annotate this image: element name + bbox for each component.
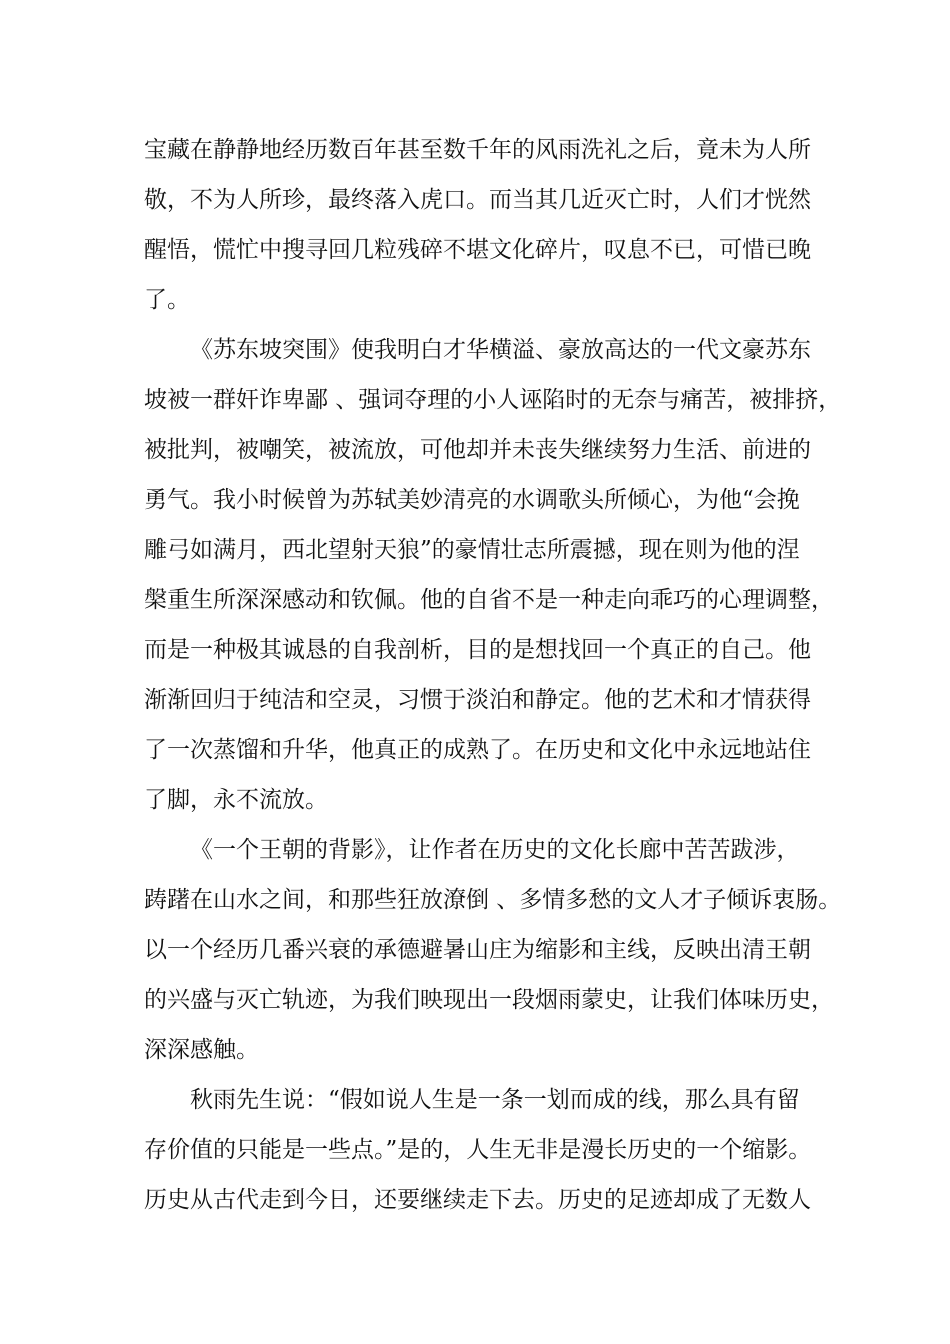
- text-line: 了一次蒸馏和升华，他真正的成熟了。在历史和文化中永远地站住: [144, 737, 811, 763]
- text-line: 坡被一群奸诈卑鄙 、强词夺理的小人诬陷时的无奈与痛苦，被排挤，: [144, 387, 842, 413]
- text-line: 了。: [144, 287, 190, 313]
- text-line: 而是一种极其诚恳的自我剖析，目的是想找回一个真正的自己。他: [144, 637, 811, 663]
- text-line: 的兴盛与灭亡轨迹，为我们映现出一段烟雨蒙史，让我们体味历史，: [144, 987, 834, 1013]
- text-line: 了脚，永不流放。: [144, 787, 328, 813]
- paragraph-start-line: 《一个王朝的背影》，让作者在历史的文化长廊中苦苦跋涉，: [190, 837, 800, 863]
- paragraph-start-line: 《苏东坡突围》使我明白才华横溢、豪放高达的一代文豪苏东: [190, 337, 811, 363]
- text-line: 深深感触。: [144, 1037, 259, 1063]
- text-line: 被批判，被嘲笑，被流放，可他却并未丧失继续努力生活、前进的: [144, 437, 811, 463]
- text-line: 醒悟，慌忙中搜寻回几粒残碎不堪文化碎片，叹息不已，可惜已晚: [144, 237, 811, 263]
- text-line: 宝藏在静静地经历数百年甚至数千年的风雨洗礼之后，竟未为人所: [144, 137, 811, 163]
- text-line: 踌躇在山水之间，和那些狂放潦倒 、多情多愁的文人才子倾诉衷肠。: [144, 887, 842, 913]
- paragraph-start-line: 秋雨先生说：“假如说人生是一条一划而成的线，那么具有留: [190, 1087, 800, 1113]
- text-line: 渐渐回归于纯洁和空灵，习惯于淡泊和静定。他的艺术和才情获得: [144, 687, 811, 713]
- text-line: 勇气。我小时候曾为苏轼美妙清亮的水调歌头所倾心，为他“会挽: [144, 487, 800, 513]
- text-line: 存价值的只能是一些点。”是的，人生无非是漫长历史的一个缩影。: [144, 1137, 812, 1163]
- text-line: 雕弓如满月，西北望射天狼”的豪情壮志所震撼，现在则为他的涅: [144, 537, 800, 563]
- text-line: 敬，不为人所珍，最终落入虎口。而当其几近灭亡时，人们才恍然: [144, 187, 811, 213]
- text-line: 槃重生所深深感动和钦佩。他的自省不是一种走向乖巧的心理调整，: [144, 587, 834, 613]
- text-line: 以一个经历几番兴衰的承德避暑山庄为缩影和主线，反映出清王朝: [144, 937, 811, 963]
- text-line: 历史从古代走到今日，还要继续走下去。历史的足迹却成了无数人: [144, 1187, 811, 1213]
